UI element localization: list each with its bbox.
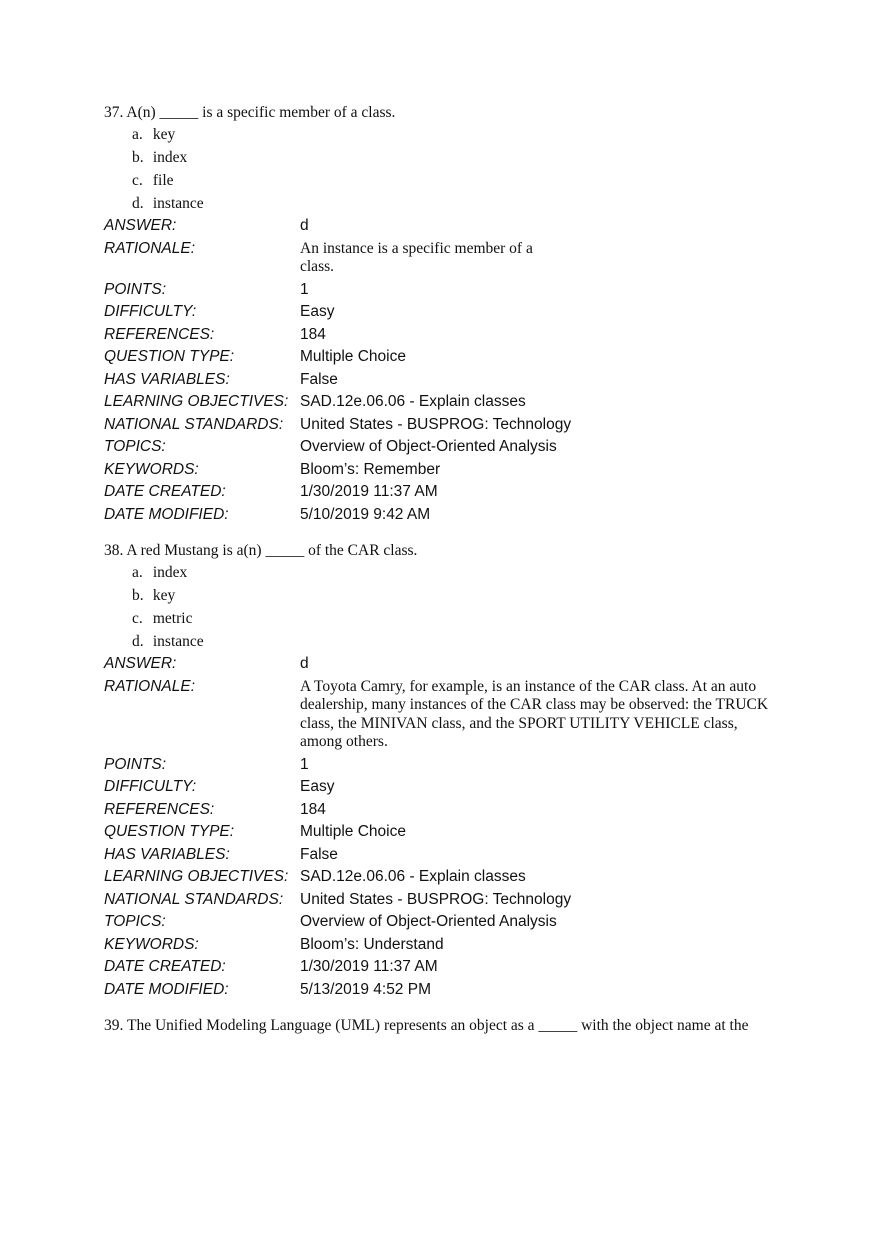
topics-value: Overview of Object-Oriented Analysis bbox=[300, 913, 557, 930]
option-c bbox=[132, 169, 784, 192]
has-variables-label: HAS VARIABLES: bbox=[104, 845, 230, 863]
answer-row bbox=[104, 653, 784, 676]
topics-label: TOPICS: bbox=[104, 913, 166, 930]
option-letter: b. bbox=[132, 149, 144, 166]
national-standards-label: NATIONAL STANDARDS: bbox=[104, 415, 284, 433]
option-letter: a. bbox=[132, 126, 143, 143]
option-d bbox=[132, 192, 784, 215]
has-variables-row bbox=[104, 844, 784, 867]
question-type-row bbox=[104, 346, 784, 369]
learning-objectives-label: LEARNING OBJECTIVES: bbox=[104, 868, 289, 885]
date-modified-label: DATE MODIFIED: bbox=[104, 980, 229, 998]
option-b bbox=[132, 584, 784, 607]
question-stem: 38. A red Mustang is a(n) _____ of the CAR class. bbox=[104, 542, 418, 559]
references-label: REFERENCES: bbox=[104, 325, 215, 343]
option-letter: d. bbox=[132, 195, 144, 212]
question-type-row bbox=[104, 821, 784, 844]
option-letter: c. bbox=[132, 610, 143, 627]
topics-row bbox=[104, 436, 784, 459]
points-row bbox=[104, 754, 784, 777]
date-created-label: DATE CREATED: bbox=[104, 958, 226, 975]
has-variables-value: False bbox=[300, 370, 338, 388]
keywords-label: KEYWORDS: bbox=[104, 460, 199, 478]
difficulty-value: Easy bbox=[300, 778, 335, 795]
points-label: POINTS: bbox=[104, 755, 167, 773]
date-modified-value: 5/10/2019 9:42 AM bbox=[300, 505, 431, 523]
national-standards-value: United States - BUSPROG: Technology bbox=[300, 415, 572, 433]
keywords-label: KEYWORDS: bbox=[104, 935, 199, 953]
answer-label: ANSWER: bbox=[104, 655, 177, 672]
question-metadata bbox=[104, 215, 784, 526]
learning-objectives-value: SAD.12e.06.06 - Explain classes bbox=[300, 393, 526, 410]
answer-options bbox=[104, 123, 784, 215]
has-variables-row bbox=[104, 369, 784, 392]
date-created-value: 1/30/2019 11:37 AM bbox=[300, 483, 438, 500]
national-standards-value: United States - BUSPROG: Technology bbox=[300, 890, 572, 908]
difficulty-row bbox=[104, 776, 784, 799]
difficulty-row bbox=[104, 301, 784, 324]
difficulty-label: DIFFICULTY: bbox=[104, 303, 197, 320]
national-standards-row bbox=[104, 889, 784, 912]
date-modified-row bbox=[104, 504, 784, 527]
date-created-label: DATE CREATED: bbox=[104, 483, 226, 500]
rationale-row bbox=[104, 238, 784, 277]
option-text: key bbox=[152, 587, 176, 604]
answer-value: d bbox=[300, 655, 309, 672]
option-c bbox=[132, 607, 784, 630]
learning-objectives-value: SAD.12e.06.06 - Explain classes bbox=[300, 868, 526, 885]
has-variables-label: HAS VARIABLES: bbox=[104, 370, 230, 388]
option-text: file bbox=[152, 172, 174, 189]
rationale-value: A Toyota Camry, for example, is an instance of the CAR class. At an auto dealership, many instances of the CAR class may be observed: the TRUCK class, the MINIVAN class, and the SPORT UTILITY VEHICLE class, among others. bbox=[300, 677, 769, 750]
option-text: instance bbox=[152, 633, 204, 650]
date-created-row bbox=[104, 956, 784, 979]
national-standards-row bbox=[104, 414, 784, 437]
keywords-row bbox=[104, 459, 784, 482]
question-type-label: QUESTION TYPE: bbox=[104, 823, 235, 840]
date-created-row bbox=[104, 481, 784, 504]
option-letter: a. bbox=[132, 564, 143, 581]
question-stem: 39. The Unified Modeling Language (UML) represents an object as a _____ with the object name at the bbox=[104, 1017, 749, 1034]
question-type-value: Multiple Choice bbox=[300, 348, 406, 365]
option-text: key bbox=[152, 126, 176, 143]
references-row bbox=[104, 799, 784, 822]
option-letter: b. bbox=[132, 587, 144, 604]
difficulty-label: DIFFICULTY: bbox=[104, 778, 197, 795]
national-standards-label: NATIONAL STANDARDS: bbox=[104, 890, 284, 908]
references-row bbox=[104, 324, 784, 347]
answer-value: d bbox=[300, 217, 309, 234]
rationale-value: An instance is a specific member of a class. bbox=[300, 239, 533, 275]
points-row bbox=[104, 279, 784, 302]
topics-row bbox=[104, 911, 784, 934]
topics-label: TOPICS: bbox=[104, 438, 166, 455]
option-text: index bbox=[152, 564, 188, 581]
rationale-label: RATIONALE: bbox=[104, 239, 196, 257]
points-value: 1 bbox=[300, 280, 309, 298]
question-stem: 37. A(n) _____ is a specific member of a class. bbox=[104, 104, 396, 121]
option-text: metric bbox=[152, 610, 193, 627]
has-variables-value: False bbox=[300, 845, 338, 863]
question-39 bbox=[104, 1016, 784, 1036]
date-modified-value: 5/13/2019 4:52 PM bbox=[300, 980, 431, 998]
difficulty-value: Easy bbox=[300, 303, 335, 320]
answer-label: ANSWER: bbox=[104, 217, 177, 234]
references-value: 184 bbox=[300, 325, 326, 343]
option-text: instance bbox=[152, 195, 204, 212]
date-created-value: 1/30/2019 11:37 AM bbox=[300, 958, 438, 975]
keywords-value: Bloom’s: Understand bbox=[300, 935, 444, 953]
answer-options bbox=[104, 561, 784, 653]
option-a bbox=[132, 561, 784, 584]
rationale-row bbox=[104, 676, 784, 752]
question-metadata bbox=[104, 653, 784, 1001]
learning-objectives-row bbox=[104, 866, 784, 889]
points-label: POINTS: bbox=[104, 280, 167, 298]
option-a bbox=[132, 123, 784, 146]
answer-row bbox=[104, 215, 784, 238]
option-letter: d. bbox=[132, 633, 144, 650]
question-38 bbox=[104, 541, 784, 1001]
rationale-label: RATIONALE: bbox=[104, 677, 196, 695]
date-modified-label: DATE MODIFIED: bbox=[104, 505, 229, 523]
option-d bbox=[132, 630, 784, 653]
keywords-value: Bloom’s: Remember bbox=[300, 460, 441, 478]
date-modified-row bbox=[104, 979, 784, 1002]
option-b bbox=[132, 146, 784, 169]
keywords-row bbox=[104, 934, 784, 957]
option-letter: c. bbox=[132, 172, 143, 189]
question-type-label: QUESTION TYPE: bbox=[104, 348, 235, 365]
question-type-value: Multiple Choice bbox=[300, 823, 406, 840]
topics-value: Overview of Object-Oriented Analysis bbox=[300, 438, 557, 455]
learning-objectives-row bbox=[104, 391, 784, 414]
references-value: 184 bbox=[300, 800, 326, 818]
option-text: index bbox=[152, 149, 188, 166]
learning-objectives-label: LEARNING OBJECTIVES: bbox=[104, 393, 289, 410]
references-label: REFERENCES: bbox=[104, 800, 215, 818]
points-value: 1 bbox=[300, 755, 309, 773]
question-37 bbox=[104, 103, 784, 526]
